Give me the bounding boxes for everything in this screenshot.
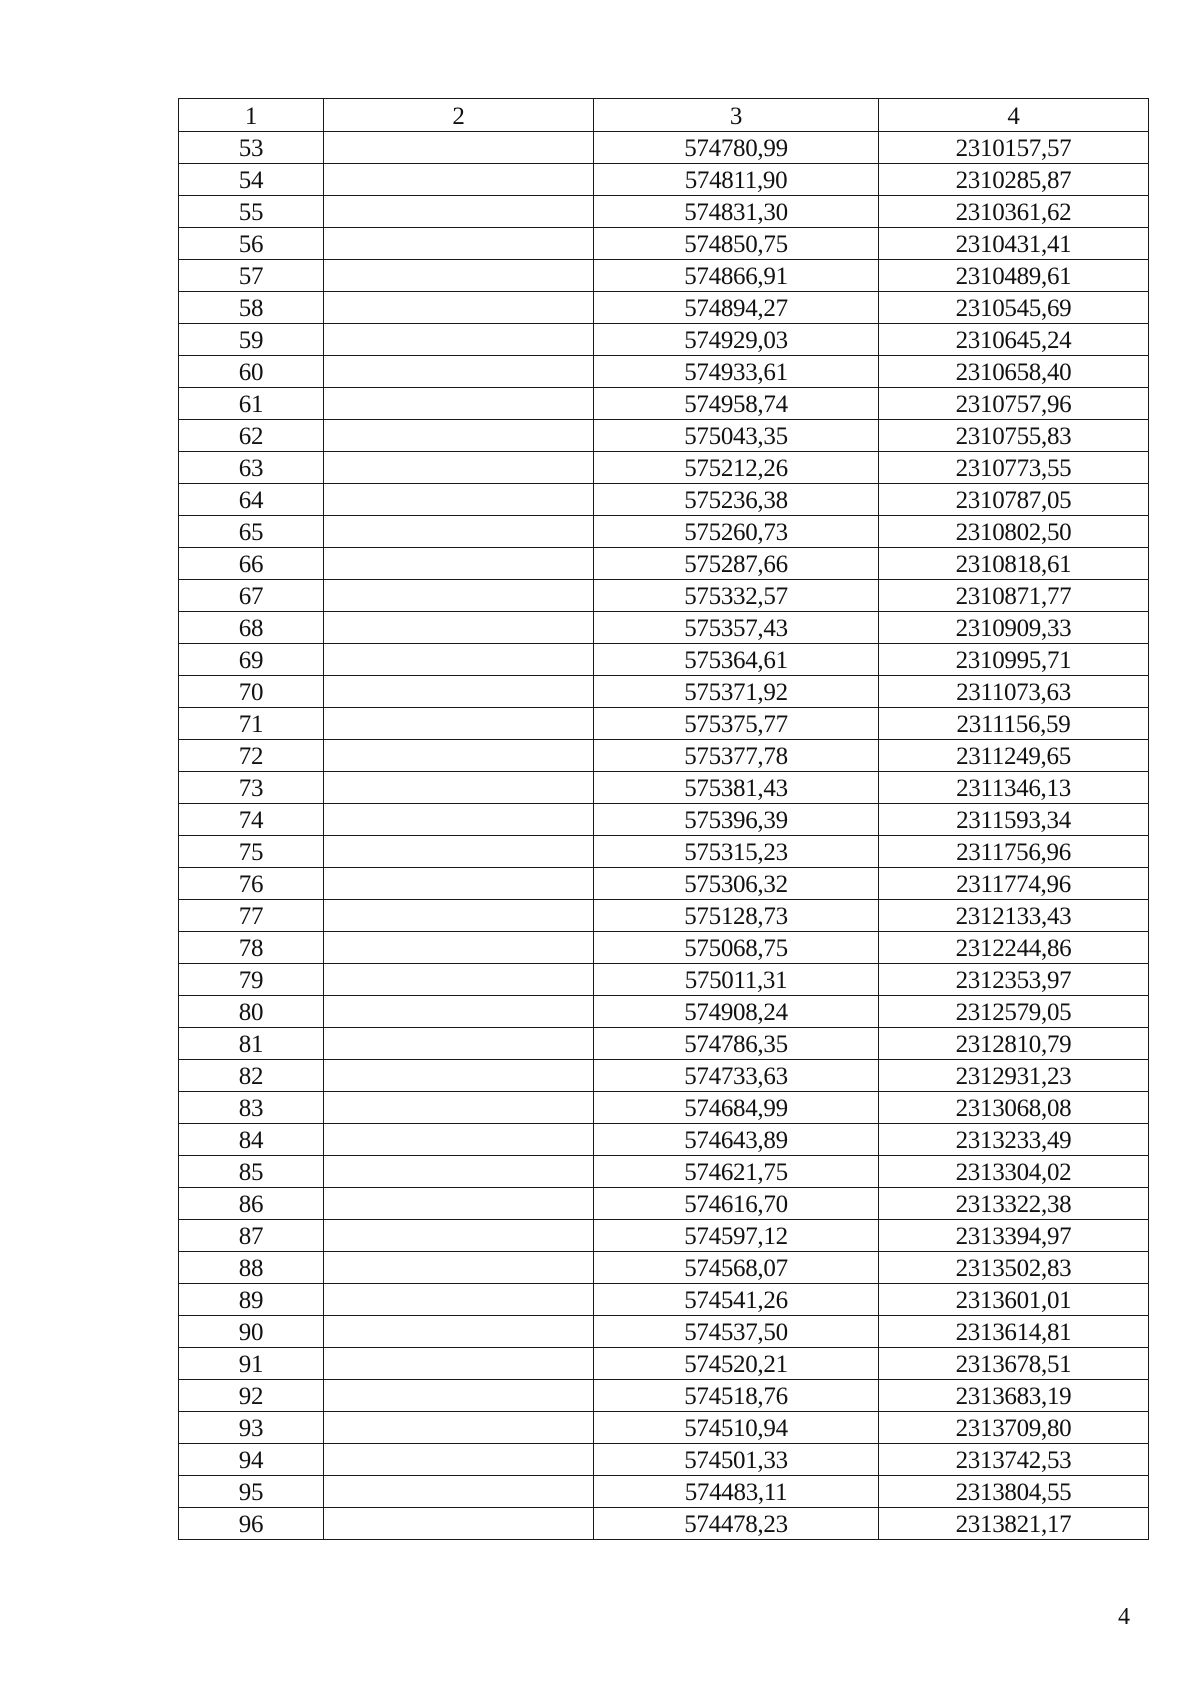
table-row [179, 1316, 1149, 1348]
table-row [179, 868, 1149, 900]
description-cell [324, 996, 594, 1028]
table-row [179, 1220, 1149, 1252]
column-header-1: 1 [179, 99, 324, 132]
y-coordinate-cell: 2313601,01 [879, 1284, 1149, 1316]
description-cell [324, 1060, 594, 1092]
table-row [179, 1380, 1149, 1412]
point-number-cell: 87 [179, 1220, 324, 1252]
y-coordinate-cell: 2310787,05 [879, 484, 1149, 516]
point-number-cell: 71 [179, 708, 324, 740]
description-cell [324, 1316, 594, 1348]
table-row [179, 196, 1149, 228]
table-body [179, 132, 1149, 1540]
y-coordinate-cell: 2310802,50 [879, 516, 1149, 548]
table-row [179, 356, 1149, 388]
y-coordinate-cell: 2311756,96 [879, 836, 1149, 868]
table-row [179, 612, 1149, 644]
point-number-cell: 83 [179, 1092, 324, 1124]
description-cell [324, 1188, 594, 1220]
y-coordinate-cell: 2313502,83 [879, 1252, 1149, 1284]
description-cell [324, 708, 594, 740]
table-row [179, 1476, 1149, 1508]
table-row [179, 1188, 1149, 1220]
table-row [179, 900, 1149, 932]
y-coordinate-cell: 2310157,57 [879, 132, 1149, 164]
y-coordinate-cell: 2310658,40 [879, 356, 1149, 388]
point-number-cell: 82 [179, 1060, 324, 1092]
y-coordinate-cell: 2311249,65 [879, 740, 1149, 772]
point-number-cell: 91 [179, 1348, 324, 1380]
y-coordinate-cell: 2310995,71 [879, 644, 1149, 676]
x-coordinate-cell: 575357,43 [594, 612, 879, 644]
point-number-cell: 73 [179, 772, 324, 804]
table-row [179, 1156, 1149, 1188]
description-cell [324, 804, 594, 836]
x-coordinate-cell: 575236,38 [594, 484, 879, 516]
y-coordinate-cell: 2313678,51 [879, 1348, 1149, 1380]
description-cell [324, 676, 594, 708]
x-coordinate-cell: 574831,30 [594, 196, 879, 228]
table-row [179, 1284, 1149, 1316]
point-number-cell: 70 [179, 676, 324, 708]
table-row [179, 132, 1149, 164]
y-coordinate-cell: 2313233,49 [879, 1124, 1149, 1156]
y-coordinate-cell: 2313322,38 [879, 1188, 1149, 1220]
description-cell [324, 1092, 594, 1124]
description-cell [324, 1476, 594, 1508]
y-coordinate-cell: 2311073,63 [879, 676, 1149, 708]
point-number-cell: 65 [179, 516, 324, 548]
x-coordinate-cell: 574520,21 [594, 1348, 879, 1380]
point-number-cell: 66 [179, 548, 324, 580]
x-coordinate-cell: 575287,66 [594, 548, 879, 580]
table-row [179, 1444, 1149, 1476]
point-number-cell: 94 [179, 1444, 324, 1476]
description-cell [324, 452, 594, 484]
description-cell [324, 196, 594, 228]
point-number-cell: 78 [179, 932, 324, 964]
description-cell [324, 1348, 594, 1380]
point-number-cell: 96 [179, 1508, 324, 1540]
point-number-cell: 84 [179, 1124, 324, 1156]
x-coordinate-cell: 574537,50 [594, 1316, 879, 1348]
point-number-cell: 68 [179, 612, 324, 644]
y-coordinate-cell: 2311346,13 [879, 772, 1149, 804]
x-coordinate-cell: 574518,76 [594, 1380, 879, 1412]
y-coordinate-cell: 2312133,43 [879, 900, 1149, 932]
column-header-4: 4 [879, 99, 1149, 132]
table-row [179, 1508, 1149, 1540]
table-row [179, 836, 1149, 868]
description-cell [324, 292, 594, 324]
y-coordinate-cell: 2311156,59 [879, 708, 1149, 740]
table-row [179, 932, 1149, 964]
table-row [179, 1252, 1149, 1284]
x-coordinate-cell: 575396,39 [594, 804, 879, 836]
table-row [179, 644, 1149, 676]
table-row [179, 996, 1149, 1028]
point-number-cell: 54 [179, 164, 324, 196]
point-number-cell: 86 [179, 1188, 324, 1220]
x-coordinate-cell: 574501,33 [594, 1444, 879, 1476]
description-cell [324, 868, 594, 900]
y-coordinate-cell: 2312579,05 [879, 996, 1149, 1028]
point-number-cell: 92 [179, 1380, 324, 1412]
point-number-cell: 74 [179, 804, 324, 836]
y-coordinate-cell: 2313821,17 [879, 1508, 1149, 1540]
x-coordinate-cell: 575260,73 [594, 516, 879, 548]
x-coordinate-cell: 574929,03 [594, 324, 879, 356]
y-coordinate-cell: 2313068,08 [879, 1092, 1149, 1124]
point-number-cell: 80 [179, 996, 324, 1028]
y-coordinate-cell: 2310871,77 [879, 580, 1149, 612]
point-number-cell: 85 [179, 1156, 324, 1188]
page-number: 4 [1118, 1604, 1130, 1630]
table-row [179, 420, 1149, 452]
table-row [179, 260, 1149, 292]
x-coordinate-cell: 575364,61 [594, 644, 879, 676]
y-coordinate-cell: 2310431,41 [879, 228, 1149, 260]
table-row [179, 1028, 1149, 1060]
table-row [179, 1412, 1149, 1444]
x-coordinate-cell: 575306,32 [594, 868, 879, 900]
table-row [179, 1060, 1149, 1092]
y-coordinate-cell: 2312931,23 [879, 1060, 1149, 1092]
point-number-cell: 55 [179, 196, 324, 228]
y-coordinate-cell: 2310755,83 [879, 420, 1149, 452]
x-coordinate-cell: 574811,90 [594, 164, 879, 196]
x-coordinate-cell: 574866,91 [594, 260, 879, 292]
description-cell [324, 228, 594, 260]
description-cell [324, 772, 594, 804]
x-coordinate-cell: 575332,57 [594, 580, 879, 612]
x-coordinate-cell: 574478,23 [594, 1508, 879, 1540]
description-cell [324, 1380, 594, 1412]
x-coordinate-cell: 575128,73 [594, 900, 879, 932]
description-cell [324, 1220, 594, 1252]
table-row [179, 676, 1149, 708]
x-coordinate-cell: 575315,23 [594, 836, 879, 868]
header-row [179, 99, 1149, 132]
table-row [179, 580, 1149, 612]
x-coordinate-cell: 575011,31 [594, 964, 879, 996]
description-cell [324, 420, 594, 452]
table-row [179, 548, 1149, 580]
x-coordinate-cell: 574616,70 [594, 1188, 879, 1220]
table-row [179, 964, 1149, 996]
x-coordinate-cell: 574684,99 [594, 1092, 879, 1124]
description-cell [324, 1252, 594, 1284]
y-coordinate-cell: 2310757,96 [879, 388, 1149, 420]
coordinates-table [178, 98, 1149, 1540]
point-number-cell: 56 [179, 228, 324, 260]
point-number-cell: 79 [179, 964, 324, 996]
x-coordinate-cell: 575043,35 [594, 420, 879, 452]
x-coordinate-cell: 574597,12 [594, 1220, 879, 1252]
point-number-cell: 67 [179, 580, 324, 612]
description-cell [324, 900, 594, 932]
description-cell [324, 324, 594, 356]
x-coordinate-cell: 575381,43 [594, 772, 879, 804]
table-row [179, 164, 1149, 196]
point-number-cell: 77 [179, 900, 324, 932]
description-cell [324, 1124, 594, 1156]
x-coordinate-cell: 574786,35 [594, 1028, 879, 1060]
description-cell [324, 1412, 594, 1444]
y-coordinate-cell: 2310818,61 [879, 548, 1149, 580]
y-coordinate-cell: 2311593,34 [879, 804, 1149, 836]
y-coordinate-cell: 2310489,61 [879, 260, 1149, 292]
description-cell [324, 964, 594, 996]
x-coordinate-cell: 574510,94 [594, 1412, 879, 1444]
description-cell [324, 836, 594, 868]
point-number-cell: 95 [179, 1476, 324, 1508]
y-coordinate-cell: 2310545,69 [879, 292, 1149, 324]
description-cell [324, 1444, 594, 1476]
x-coordinate-cell: 575377,78 [594, 740, 879, 772]
point-number-cell: 72 [179, 740, 324, 772]
x-coordinate-cell: 574541,26 [594, 1284, 879, 1316]
description-cell [324, 484, 594, 516]
point-number-cell: 60 [179, 356, 324, 388]
point-number-cell: 90 [179, 1316, 324, 1348]
point-number-cell: 64 [179, 484, 324, 516]
description-cell [324, 644, 594, 676]
x-coordinate-cell: 574568,07 [594, 1252, 879, 1284]
description-cell [324, 1508, 594, 1540]
point-number-cell: 58 [179, 292, 324, 324]
description-cell [324, 1028, 594, 1060]
x-coordinate-cell: 574894,27 [594, 292, 879, 324]
y-coordinate-cell: 2310645,24 [879, 324, 1149, 356]
description-cell [324, 580, 594, 612]
description-cell [324, 740, 594, 772]
table-row [179, 228, 1149, 260]
point-number-cell: 89 [179, 1284, 324, 1316]
point-number-cell: 81 [179, 1028, 324, 1060]
table-row [179, 1092, 1149, 1124]
y-coordinate-cell: 2312810,79 [879, 1028, 1149, 1060]
description-cell [324, 612, 594, 644]
y-coordinate-cell: 2313709,80 [879, 1412, 1149, 1444]
point-number-cell: 75 [179, 836, 324, 868]
description-cell [324, 1284, 594, 1316]
table-row [179, 292, 1149, 324]
x-coordinate-cell: 574908,24 [594, 996, 879, 1028]
table-row [179, 1124, 1149, 1156]
y-coordinate-cell: 2310909,33 [879, 612, 1149, 644]
x-coordinate-cell: 574780,99 [594, 132, 879, 164]
description-cell [324, 260, 594, 292]
y-coordinate-cell: 2313614,81 [879, 1316, 1149, 1348]
point-number-cell: 69 [179, 644, 324, 676]
y-coordinate-cell: 2313683,19 [879, 1380, 1149, 1412]
description-cell [324, 548, 594, 580]
x-coordinate-cell: 575375,77 [594, 708, 879, 740]
table-row [179, 804, 1149, 836]
x-coordinate-cell: 574733,63 [594, 1060, 879, 1092]
table-row [179, 772, 1149, 804]
x-coordinate-cell: 574621,75 [594, 1156, 879, 1188]
table-row [179, 452, 1149, 484]
description-cell [324, 932, 594, 964]
x-coordinate-cell: 574483,11 [594, 1476, 879, 1508]
point-number-cell: 88 [179, 1252, 324, 1284]
table-row [179, 516, 1149, 548]
y-coordinate-cell: 2313742,53 [879, 1444, 1149, 1476]
y-coordinate-cell: 2312353,97 [879, 964, 1149, 996]
point-number-cell: 63 [179, 452, 324, 484]
y-coordinate-cell: 2312244,86 [879, 932, 1149, 964]
y-coordinate-cell: 2313394,97 [879, 1220, 1149, 1252]
point-number-cell: 57 [179, 260, 324, 292]
table-header [179, 99, 1149, 132]
point-number-cell: 93 [179, 1412, 324, 1444]
y-coordinate-cell: 2313304,02 [879, 1156, 1149, 1188]
point-number-cell: 62 [179, 420, 324, 452]
table-row [179, 1348, 1149, 1380]
x-coordinate-cell: 575068,75 [594, 932, 879, 964]
point-number-cell: 53 [179, 132, 324, 164]
y-coordinate-cell: 2313804,55 [879, 1476, 1149, 1508]
x-coordinate-cell: 574850,75 [594, 228, 879, 260]
x-coordinate-cell: 574958,74 [594, 388, 879, 420]
y-coordinate-cell: 2310285,87 [879, 164, 1149, 196]
table-row [179, 740, 1149, 772]
y-coordinate-cell: 2311774,96 [879, 868, 1149, 900]
point-number-cell: 59 [179, 324, 324, 356]
x-coordinate-cell: 575212,26 [594, 452, 879, 484]
table-row [179, 324, 1149, 356]
description-cell [324, 132, 594, 164]
x-coordinate-cell: 575371,92 [594, 676, 879, 708]
description-cell [324, 356, 594, 388]
point-number-cell: 61 [179, 388, 324, 420]
point-number-cell: 76 [179, 868, 324, 900]
description-cell [324, 164, 594, 196]
y-coordinate-cell: 2310361,62 [879, 196, 1149, 228]
description-cell [324, 388, 594, 420]
y-coordinate-cell: 2310773,55 [879, 452, 1149, 484]
column-header-3: 3 [594, 99, 879, 132]
description-cell [324, 516, 594, 548]
table-row [179, 484, 1149, 516]
table-row [179, 708, 1149, 740]
table-row [179, 388, 1149, 420]
x-coordinate-cell: 574933,61 [594, 356, 879, 388]
x-coordinate-cell: 574643,89 [594, 1124, 879, 1156]
description-cell [324, 1156, 594, 1188]
column-header-2: 2 [324, 99, 594, 132]
